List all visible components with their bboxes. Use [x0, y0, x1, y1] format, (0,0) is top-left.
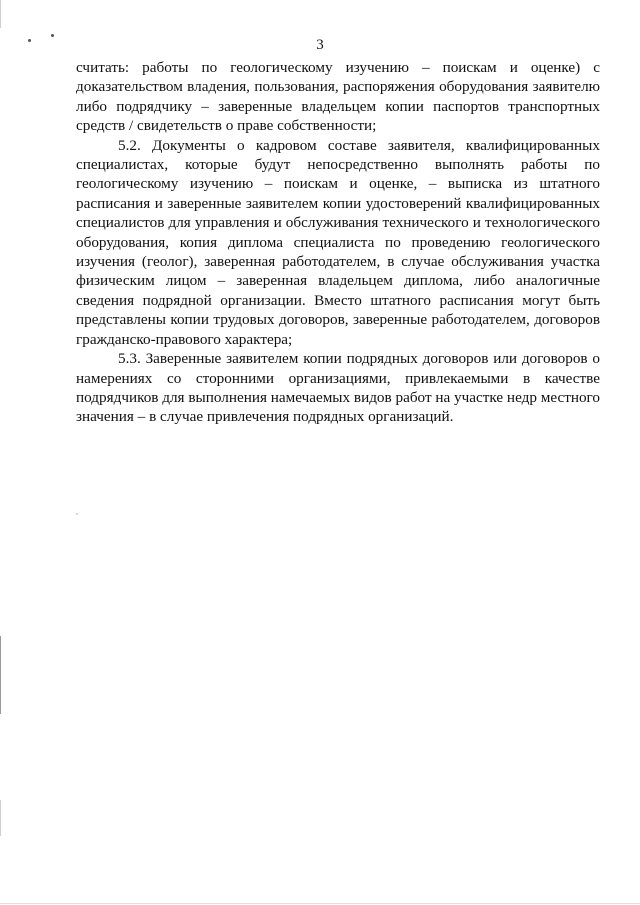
document-body: [76, 58, 600, 427]
page-number: 3: [316, 37, 324, 53]
scan-bottom-edge: [0, 903, 640, 904]
paragraph-5-3: 5.3. Заверенные заявителем копии подрядных договоров или договоров о намерениях со сторонними организациями, привлекаемыми в качестве подрядчиков для выполнения намечаемых видов работ на участке недр местного значения – в случае привлечения подрядных организаций.: [76, 350, 600, 426]
scan-speck: [76, 513, 78, 515]
paragraph-continuation: считать: работы по геологическому изучению – поискам и оценке) с доказательством владения, пользования, распоряжения оборудования заявителю либо подрядчику – заверенные владельцем копии паспортов транспортных средств / свидетельств о праве собственности;: [76, 59, 600, 135]
scan-edge-line: [0, 636, 1, 714]
scan-edge-line: [0, 0, 1, 28]
paragraph-5-2: 5.2. Документы о кадровом составе заявителя, квалифицированных специалистах, которые будут непосредственно выполнять работы по геологическому изучению – поискам и оценке, – выписка из штатного расписания и заверенные заявителем копии удостоверений квалифицированных специалистов для управления и обслуживания технического и технологического оборудования, копия диплома специалиста по проведению геологического изучения (геолог), заверенная работодателем, в случае обслуживания участка физическим лицом – заверенная владельцем диплома, либо аналогичные сведения подрядной организации. Вместо штатного расписания могут быть представлены копии трудовых договоров, заверенные работодателем, договоров гражданско-правового характера;: [76, 136, 600, 348]
scan-edge-line: [0, 800, 1, 836]
